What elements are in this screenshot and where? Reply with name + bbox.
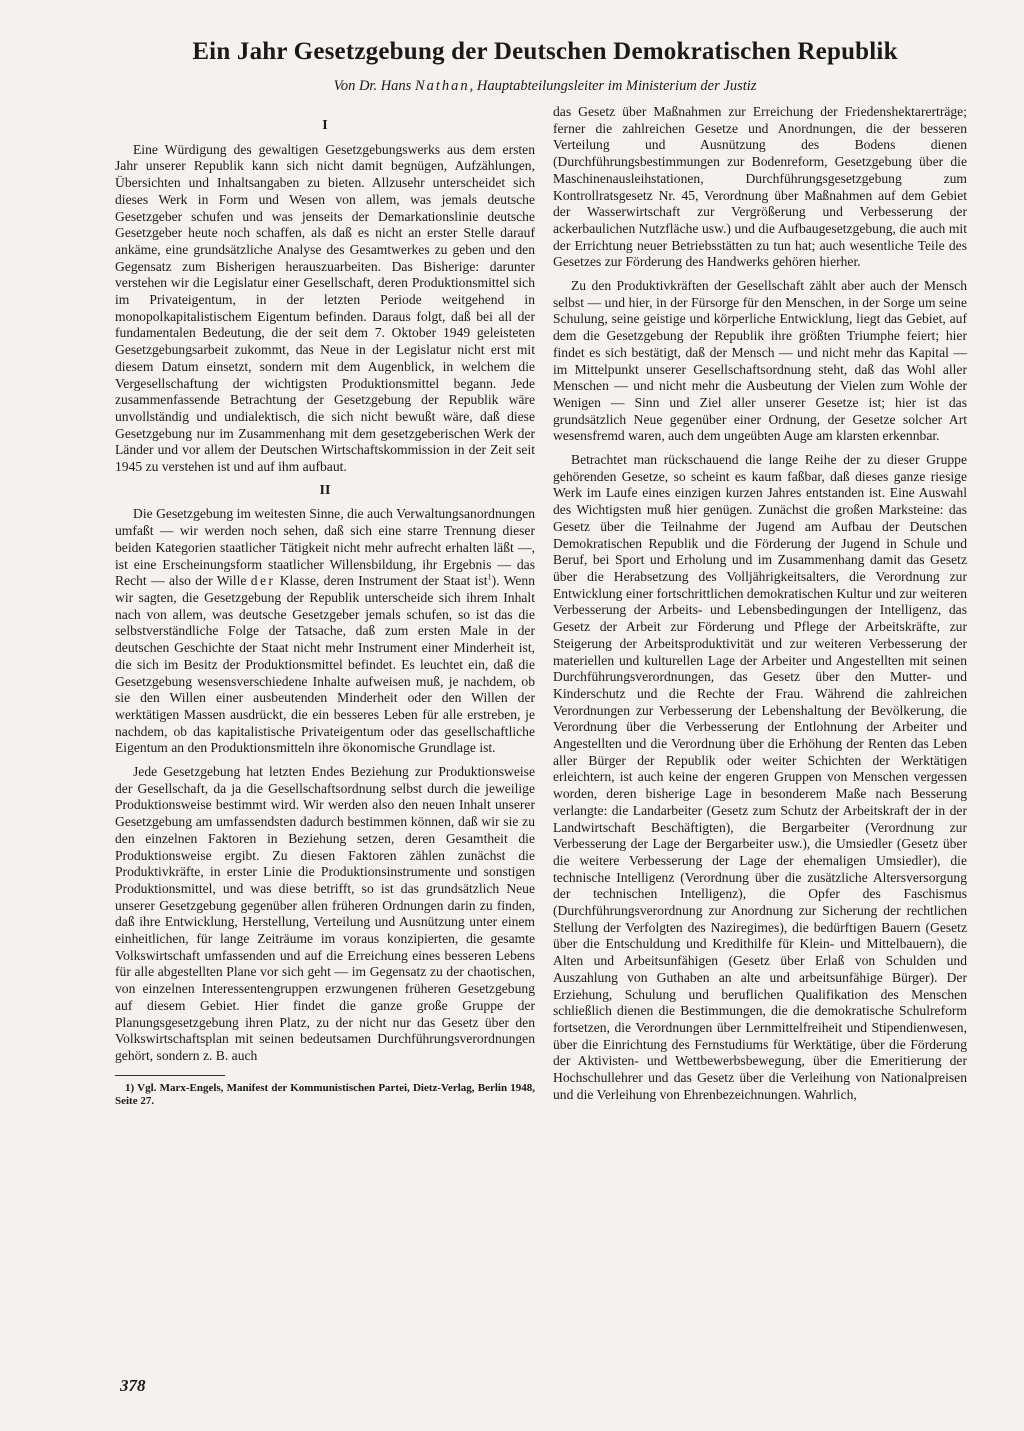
byline-suffix: , Hauptabteilungsleiter im Ministerium der Justiz [469, 78, 757, 94]
left-column [115, 104, 535, 1115]
paragraph: Betrachtet man rückschauend die lange Reihe der zu dieser Gruppe gehörenden Gesetze, so scheint es kaum faßbar, daß dieses ganze riesige Werk im Laufe eines einzigen kurzen Jahres entstanden ist. Eine Auswahl des Wichtigsten muß hier genügen. Zunächst die großen Marksteine: das Gesetz über die Teilnahme der Jugend am Aufbau der Deutschen Demokratischen Republik und die Förderung der Jugend in Schule und Beruf, bei Sport und Erholung und im Zusammenhang damit das Gesetz über die Herabsetzung des Volljährigkeitsalters, die Verordnung zur Entwicklung einer fortschrittlichen demokratischen Kultur und zur weiteren Verbesserung der Arbeits- und Lebensbedingungen der Intelligenz, das Gesetz der Arbeit zur Förderung und Pflege der Arbeitskräfte, zur Steigerung der Arbeitsproduktivität und zur weiteren Verbesserung der materiellen und kulturellen Lage der Arbeiter und Angestellten mit seinen Durchführungsverordnungen, das Gesetz über den Mutter- und Kinderschutz und die Rechte der Frau. Während die zahlreichen Verordnungen zur Verbesserung der Lebenshaltung der Bevölkerung, die Verordnung über die Verbesserung der Entlohnung der Arbeiter und Angestellten und die Verordnung über die Erhöhung der Renten das Leben aller Bürger der Republik oder weiter Schichten der Werktätigen erleichtern, ist auch keine der engeren Gruppen von Menschen vergessen worden, deren bisherige Lage in besonderem Maße nach Besserung verlangte: die Landarbeiter (Gesetz zum Schutz der Arbeitskraft der in der Landwirtschaft Beschäftigten), die Bergarbeiter (Verordnung zur Verbesserung der Lage der Bergarbeiter usw.), die Umsiedler (Gesetz über die weitere Verbesserung der Lage der ehemaligen Umsiedler), die technische Intelligenz (Verordnung über die zusätzliche Altersversorgung der technischen Intelligenz), die Opfer des Faschismus (Durchführungsverordnung zur Anordnung zur Sicherung der rechtlichen Stellung der Verfolgten des Naziregimes), die bedürftigen Bauern (Gesetz über die Entschuldung und Kredithilfe für Klein- und Mittelbauern), die Alten und Arbeitsunfähigen (Gesetz über Erlaß von Schulden und Auszahlung von Guthaben an alte und arbeitsunfähige Bürger). Der Erziehung, Schulung und beruflichen Qualifikation des Menschen schließlich dienen die Bestimmungen, die die demokratische Schulreform fortsetzen, die Verordnungen über Lernmittelfreiheit und Stipendienwesen, über die Einrichtung des Fernstudiums für Werktätige, über die Förderung der Aktivisten- und Wettbewerbsbewegung, über die Emeritierung der Hochschullehrer und das Gesetz über die Verleihung von Nationalpreisen und die Verleihung von Ehrenbezeichnungen. Wahrlich, [553, 452, 967, 1102]
section-heading-2: II [319, 482, 331, 498]
paragraph: Zu den Produktivkräften der Gesellschaft zählt aber auch der Mensch selbst — und hier, in der Fürsorge für den Menschen, in der Sorge um seine Schulung, seine geistige und körperliche Entwicklung, liegt das Gebiet, auf dem die Gesetzgebung der Republik ihre größten Triumphe feiert; hier findet es sich bestätigt, daß der Mensch — und nicht mehr das Kapital — im Mittelpunkt unserer Gesellschaftsordnung steht, daß das Wohl aller Menschen — und nicht mehr die Ausbeutung der Vielen zum Wohle der Wenigen — Sinn und Ziel aller unserer Gesetze ist; hier ist das grundsätzlich Neue gegenüber einer Ordnung, der Gesetze solcher Art wesensfremd waren, auch dem ungeübten Auge am klarsten erkennbar. [553, 278, 967, 444]
footnote-divider [115, 1075, 225, 1076]
section-heading-1: I [322, 118, 328, 133]
text-run: Klasse, deren Instrument der Staat ist [275, 573, 488, 589]
article-title: Ein Jahr Gesetzgebung der Deutschen Demokratischen Republik [192, 38, 898, 65]
byline-author-name: Nathan [414, 78, 470, 94]
paragraph: Jede Gesetzgebung hat letzten Endes Beziehung zur Produktionsweise der Gesellschaft, da ja die Gesellschaftsordnung selbst durch die jeweilige Produktionsweise bestimmt wird. Wir werden also den neuen Inhalt unserer Gesetzgebung am umfassendsten dadurch bestimmen können, daß wir sie zu den einzelnen Faktoren in Beziehung setzen, deren Gesamtheit die Produktionsweise ergibt. Zu diesen Faktoren zählen zunächst die Produktivkräfte, in erster Linie die Produktionsinstrumente und sonstigen Produktionsmittel, und was diese betrifft, so ist das grundsätzlich Neue unserer Gesetzgebung gegenüber allen früheren Ordnungen darin zu finden, daß ihre Entwicklung, Herstellung, Verteilung und Ausnützung unter einem einheitlichen, für lange Zeiträume im voraus konzipierten, die gesamte Volkswirtschaft umfassenden und auf die Erreichung eines besseren Lebens für alle abgestellten Plane vor sich geht — im Gegensatz zu der chaotischen, von einzelnen Interessentengruppen erzwungenen früheren Gesetzgebung auf diesem Gebiet. Hier findet die ganze große Gruppe der Planungsgesetzgebung ihren Platz, zu der nicht nur das Gesetz über den Volkswirtschaftsplan mit seinen bedeutsamen Durchführungsverordnungen gehört, sondern z. B. auch [115, 764, 535, 1063]
paragraph: das Gesetz über Maßnahmen zur Erreichung der Friedenshektarerträge; ferner die zahlreichen Gesetze und Anordnungen, die der besseren Verteilung und Ausnützung des Bodens dienen (Durchführungsbestimmungen zur Bodenreform, Gesetzgebung über die Maschinenausleihstationen, Durchführungsgesetzgebung zum Kontrollratsgesetz Nr. 45, Verordnung über Maßnahmen auf dem Gebiet der Wasserwirtschaft zur Vergrößerung und Verbesserung der ackerbaulichen Nutzfläche usw.) und die Aufbaugesetzgebung, die auch mit der Errichtung neuer Betriebsstätten zu tun hat; auch wesentliche Teile des Gesetzes zur Förderung des Handwerks gehören hierher. [553, 104, 967, 270]
footnote: 1) Vgl. Marx-Engels, Manifest der Kommunistischen Partei, Dietz-Verlag, Berlin 1948, Seite 27. [115, 1081, 535, 1107]
article-byline [150, 78, 940, 95]
text-run: Die Gesetzgebung im weitesten Sinne, die auch Verwaltungsanordnungen umfaßt — wir werden noch sehen, daß sich eine starre Trennung dieser beiden Kategorien staatlicher Tätigkeit nicht mehr aufrecht erhalten läßt —, ist eine Erscheinungsform staatlicher Willensbildung, ihr Ergebnis — das Recht — also der Wille [115, 506, 535, 589]
paragraph [115, 506, 535, 757]
spaced-word: der [250, 573, 276, 589]
byline-prefix: Von Dr. Hans [333, 78, 415, 94]
text-run: ). Wenn wir sagten, die Gesetzgebung der Republik unterscheide sich ihrem Inhalt nach von allem, was deutsche Gesetzgeber jemals schufen, so ist das die selbstverständliche Folge der Tatsache, daß zum ersten Male in der deutschen Geschichte der Staat nicht mehr Instrument einer Minderheit ist, die sich im Besitz der Produktionsmittel befindet. Es leuchtet ein, daß die Gesetzgebung wesensverschiedene Inhalte aufweisen muß, je nachdem, ob sie den Willen einer ausbeutenden Minderheit oder den Willen der werktätigen Massen ausdrückt, die ein besseres Leben für alle erstreben, je nachdem, ob das kapitalistische Privateigentum oder das gesellschaftliche Eigentum an den Produktionsmitteln ihre ökonomische Grundlage ist. [115, 573, 536, 756]
right-column [553, 104, 967, 1110]
paragraph: Eine Würdigung des gewaltigen Gesetzgebungswerks aus dem ersten Jahr unserer Republik kann sich nicht damit begnügen, Aufzählungen, Übersichten und Inhaltsangaben zu bieten. Allzusehr unterscheidet sich dieses Werk in Form und Wesen von allem, was jemals deutsche Gesetzgeber schufen und was jenseits der Demarkationslinie deutsche Gesetzgeber heute noch schaffen, als daß es nicht an erster Stelle darauf ankäme, eine grundsätzliche Analyse des Gesamtwerkes zu geben und den Gegensatz zum Bisherigen herauszuarbeiten. Das Bisherige: darunter verstehen wir die Legislatur einer Gesellschaft, deren Produktionsmittel sich im Privateigentum, in der letzten Periode weitgehend in monopolkapitalistischem Eigentum befinden. Daraus folgt, daß bei all der fundamentalen Bedeutung, die der seit dem 7. Oktober 1949 geleisteten Gesetzgebungsarbeit zukommt, das Neue in der Legislatur nicht erst mit diesem Datum einsetzt, sondern mit dem Augenblick, in welchem die Vergesellschaftung der wichtigsten Produktionsmittel begann. Jede zusammenfassende Betrachtung der Gesetzgebung der Republik wäre unvollständig und undialektisch, die sich nicht bewußt wäre, daß diese Gesetzgebung nur im Zusammenhang mit dem gesetzgeberischen Werk der Länder und vor allem der Deutschen Wirtschaftskommission in der Zeit seit 1945 zu verstehen ist und auf ihm aufbaut. [115, 141, 535, 475]
footnote-ref: 1 [487, 572, 492, 582]
page-number: 378 [120, 1376, 146, 1395]
